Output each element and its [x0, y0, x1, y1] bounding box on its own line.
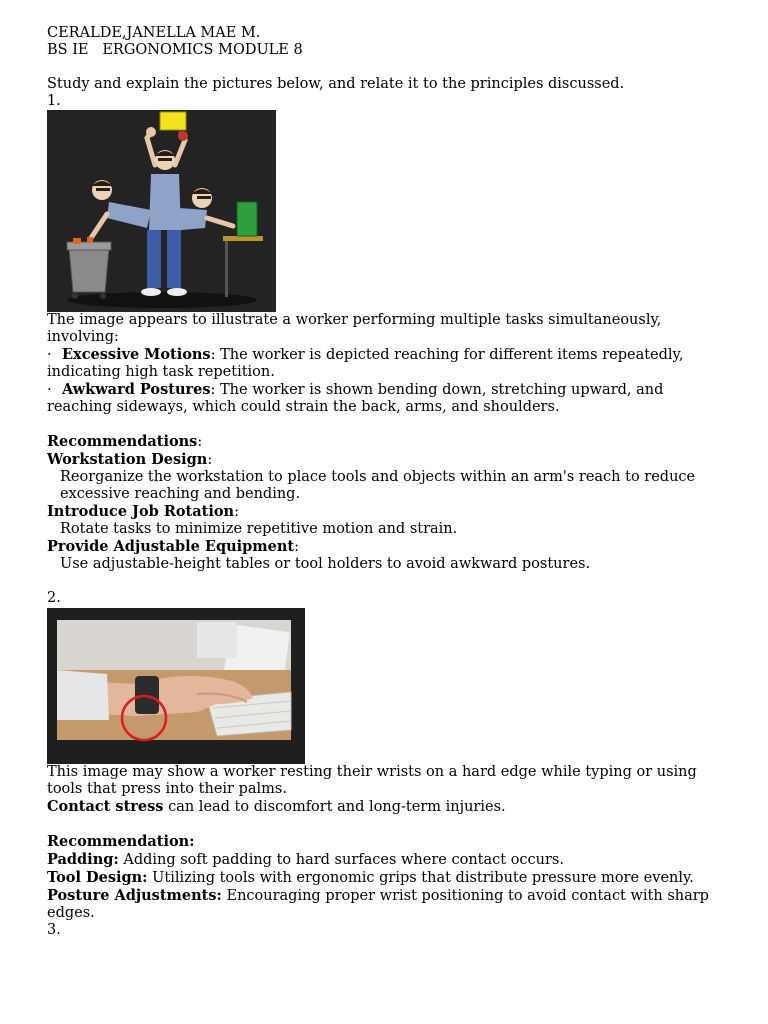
recommendation-title: Workstation Design:: [47, 451, 213, 468]
course-title: BS IE ERGONOMICS MODULE 8: [47, 42, 303, 58]
bullet-text: : The worker is depicted reaching for different items repeatedly, indicating high task repetition.: [47, 347, 689, 380]
recommendation-text: Adding soft padding to hard surfaces where contact occurs.: [118, 852, 564, 868]
figure-2-wrist-contact-stress: [47, 608, 305, 764]
contact-stress-line: [47, 798, 727, 816]
recommendation-term: Padding:: [47, 851, 119, 868]
recommendation-title: Provide Adjustable Equipment:: [47, 538, 299, 555]
recommendation-text: Utilizing tools with ergonomic grips that distribute pressure more evenly.: [147, 870, 694, 886]
bullet-term: Awkward Postures: [62, 381, 211, 398]
item-2-intro: This image may show a worker resting their wrists on a hard edge while typing or using tools that press into their palms.: [47, 764, 702, 797]
recommendations-heading: Recommendations:: [47, 433, 203, 450]
recommendations-heading-text: Recommendations: [47, 433, 198, 450]
recommendation-term: Introduce Job Rotation: [47, 503, 235, 520]
contact-stress-text: can lead to discomfort and long-term injuries.: [163, 799, 506, 815]
recommendation-term: Tool Design:: [47, 869, 148, 886]
recommendation-item: [47, 869, 727, 887]
recommendation-heading: [47, 833, 727, 851]
bullet-term: Excessive Motions: [62, 346, 211, 363]
recommendation-title: Introduce Job Rotation:: [47, 503, 239, 520]
recommendation-term: Workstation Design: [47, 451, 208, 468]
recommendation-text: Use adjustable-height tables or tool holders to avoid awkward postures.: [60, 556, 591, 572]
instructions: Study and explain the pictures below, and relate it to the principles discussed.: [47, 76, 625, 92]
document-page: [47, 25, 727, 939]
item-1-bullet: [47, 346, 727, 381]
bullet-dot: ·: [47, 382, 52, 398]
student-name: CERALDE,JANELLA MAE M.: [47, 25, 261, 41]
contact-stress-term: Contact stress: [47, 798, 164, 815]
item-3-number: 3.: [47, 922, 61, 938]
item-1-number: 1.: [47, 93, 61, 109]
recommendation-heading-text: Recommendation:: [47, 833, 195, 850]
recommendation-text: Reorganize the workstation to place tools and objects within an arm's reach to reduce excessive reaching and bending.: [60, 469, 700, 502]
figure-1-multitasking-worker: [47, 110, 276, 312]
recommendation-item: [47, 887, 727, 922]
item-2-number: 2.: [47, 590, 61, 606]
item-1-intro: The image appears to illustrate a worker performing multiple tasks simultaneously, involving:: [47, 312, 666, 345]
recommendation-item: [47, 851, 727, 869]
recommendation-term: Provide Adjustable Equipment: [47, 538, 295, 555]
bullet-text: : The worker is shown bending down, stretching upward, and reaching sideways, which could strain the back, arms, and shoulders.: [47, 382, 668, 415]
recommendation-text: Encouraging proper wrist positioning to avoid contact with sharp edges.: [47, 888, 714, 921]
bullet-dot: ·: [47, 347, 52, 363]
recommendation-term: Posture Adjustments:: [47, 887, 222, 904]
recommendation-text: Rotate tasks to minimize repetitive motion and strain.: [60, 521, 458, 537]
item-1-bullet: [47, 381, 727, 416]
